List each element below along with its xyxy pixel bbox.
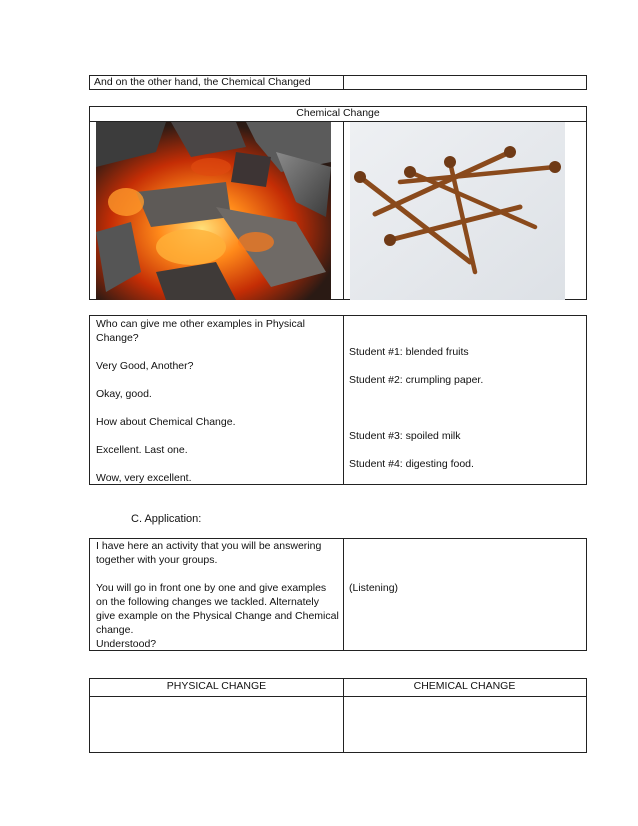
intro-text: And on the other hand, the Chemical Changed xyxy=(94,76,311,88)
student-answer-1: Student #1: blended fruits xyxy=(349,346,469,358)
teacher-line-5: How about Chemical Change. xyxy=(96,416,236,428)
teacher-line-4: Okay, good. xyxy=(96,388,152,400)
changes-table xyxy=(89,678,587,753)
student-answer-4: Student #4: digesting food. xyxy=(349,458,474,470)
activity-line-3: You will go in front one by one and give examples xyxy=(96,582,327,594)
column-divider xyxy=(343,76,344,89)
application-table xyxy=(89,538,587,651)
teacher-line-7: Wow, very excellent. xyxy=(96,472,192,484)
teacher-line-6: Excellent. Last one. xyxy=(96,444,188,456)
student-answer-2: Student #2: crumpling paper. xyxy=(349,374,484,386)
activity-line-6: change. xyxy=(96,624,134,636)
chemical-change-heading: Chemical Change xyxy=(296,107,380,119)
rusty-nails-photo xyxy=(350,122,565,300)
examples-table xyxy=(89,315,587,485)
chemical-change-header: CHEMICAL CHANGE xyxy=(413,680,516,692)
teacher-line-3: Very Good, Another? xyxy=(96,360,194,372)
physical-change-header: PHYSICAL CHANGE xyxy=(166,680,267,692)
application-heading: C. Application: xyxy=(131,513,202,525)
burning-charcoal-photo xyxy=(96,122,331,300)
student-answer-3: Student #3: spoiled milk xyxy=(349,430,461,442)
teacher-line-1: Who can give me other examples in Physical xyxy=(96,318,305,330)
activity-line-2: together with your groups. xyxy=(96,554,218,566)
activity-line-5: give example on the Physical Change and Chemical xyxy=(96,610,339,622)
intro-row xyxy=(89,75,587,90)
column-divider xyxy=(343,121,344,299)
chemical-change-table xyxy=(89,106,587,300)
column-divider xyxy=(343,539,344,650)
activity-line-1: I have here an activity that you will be answering xyxy=(96,540,322,552)
teacher-line-2: Change? xyxy=(96,332,139,344)
student-response: (Listening) xyxy=(349,582,399,594)
physical-change-answer-cell[interactable] xyxy=(90,697,343,752)
activity-line-7: Understood? xyxy=(96,638,157,650)
chemical-change-answer-cell[interactable] xyxy=(344,697,586,752)
column-divider xyxy=(343,316,344,484)
activity-line-4: on the following changes we tackled. Alternately xyxy=(96,596,319,608)
